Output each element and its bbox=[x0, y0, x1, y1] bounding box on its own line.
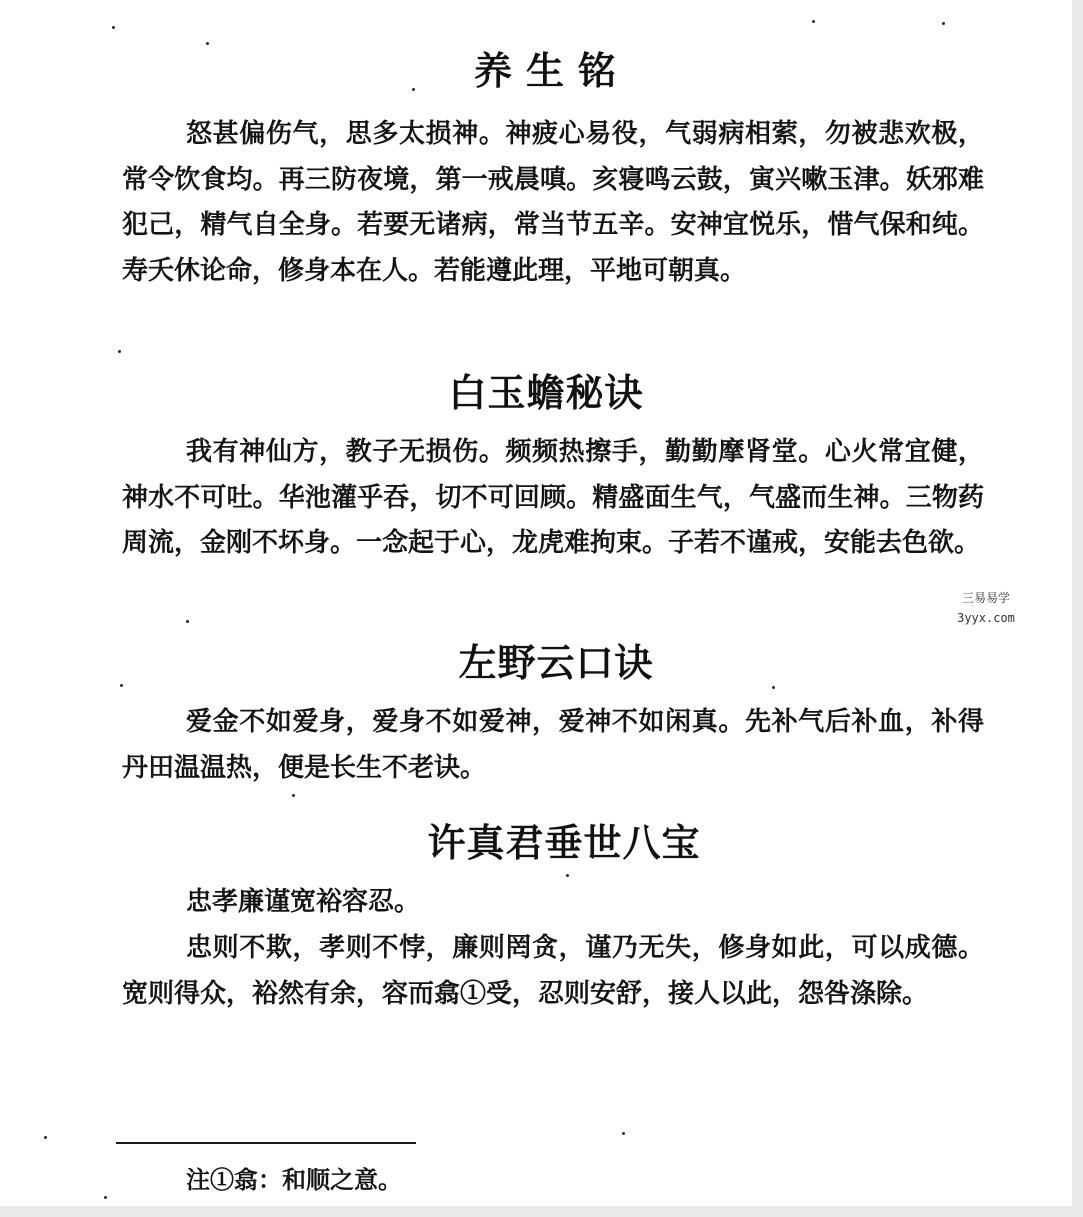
scan-speck bbox=[412, 88, 415, 91]
scan-speck bbox=[186, 620, 189, 623]
section-title-yangshengming: 养生铭 bbox=[473, 48, 630, 93]
scan-speck bbox=[112, 26, 115, 29]
scan-speck bbox=[812, 20, 815, 23]
section-paragraph: 爱金不如爱身，爱身不如爱神，爱神不如闲真。先补气后补血，补得丹田温温热，便是长生不老诀。 bbox=[122, 707, 984, 783]
section-paragraph: 忠则不欺，孝则不悖，廉则罔贪，谨乃无失，修身如此，可以成德。宽则得众，裕然有余，容而翕①受，忍则安舒，接人以此，怨咎涤除。 bbox=[122, 933, 984, 1009]
viewer-bottom-gutter bbox=[0, 1206, 1083, 1217]
section-title-baiyuchan: 白玉蟾秘诀 bbox=[448, 370, 644, 415]
watermark-url: 3yyx.com bbox=[957, 611, 1015, 625]
watermark-name: 三易易学 bbox=[961, 591, 1010, 605]
viewer-right-gutter bbox=[1072, 0, 1083, 1217]
footnote-divider bbox=[116, 1142, 416, 1144]
section-paragraph: 我有神仙方，教子无损伤。频频热擦手，勤勤摩肾堂。心火常宜健，神水不可吐。华池灌乎吞，切不可回顾。精盛面生气，气盛而生神。三物药周流，金刚不坏身。一念起于心，龙虎难拘束。子若不谨戒，安能去色欲。 bbox=[122, 437, 984, 558]
section-title-xuzhenjun: 许真君垂世八宝 bbox=[427, 820, 701, 865]
scan-speck bbox=[772, 686, 775, 689]
section-paragraph: 怒甚偏伤气，思多太损神。神疲心易役，气弱病相萦，勿被悲欢极，常令饮食均。再三防夜境，第一戒晨嗔。亥寝鸣云鼓，寅兴嗽玉津。妖邪难犯己，精气自全身。若要无诸病，常当节五辛。安神宜悦乐，惜气保和纯。寿夭休论命，修身本在人。若能遵此理，平地可朝真。 bbox=[122, 119, 984, 286]
section-title-zuoyeyun: 左野云口诀 bbox=[458, 640, 654, 685]
section-paragraph: 忠孝廉谨宽裕容忍。 bbox=[186, 887, 421, 917]
scan-speck bbox=[44, 1136, 47, 1139]
site-watermark bbox=[900, 584, 1072, 630]
scan-speck bbox=[104, 1196, 107, 1199]
scan-speck bbox=[118, 350, 121, 353]
scan-speck bbox=[566, 874, 569, 877]
scan-speck bbox=[942, 22, 945, 25]
footnote: 注①翕：和顺之意。 bbox=[186, 1165, 402, 1194]
scan-speck bbox=[206, 42, 209, 45]
scan-speck bbox=[292, 794, 295, 797]
scan-speck bbox=[622, 1132, 625, 1135]
scan-speck bbox=[120, 684, 123, 687]
